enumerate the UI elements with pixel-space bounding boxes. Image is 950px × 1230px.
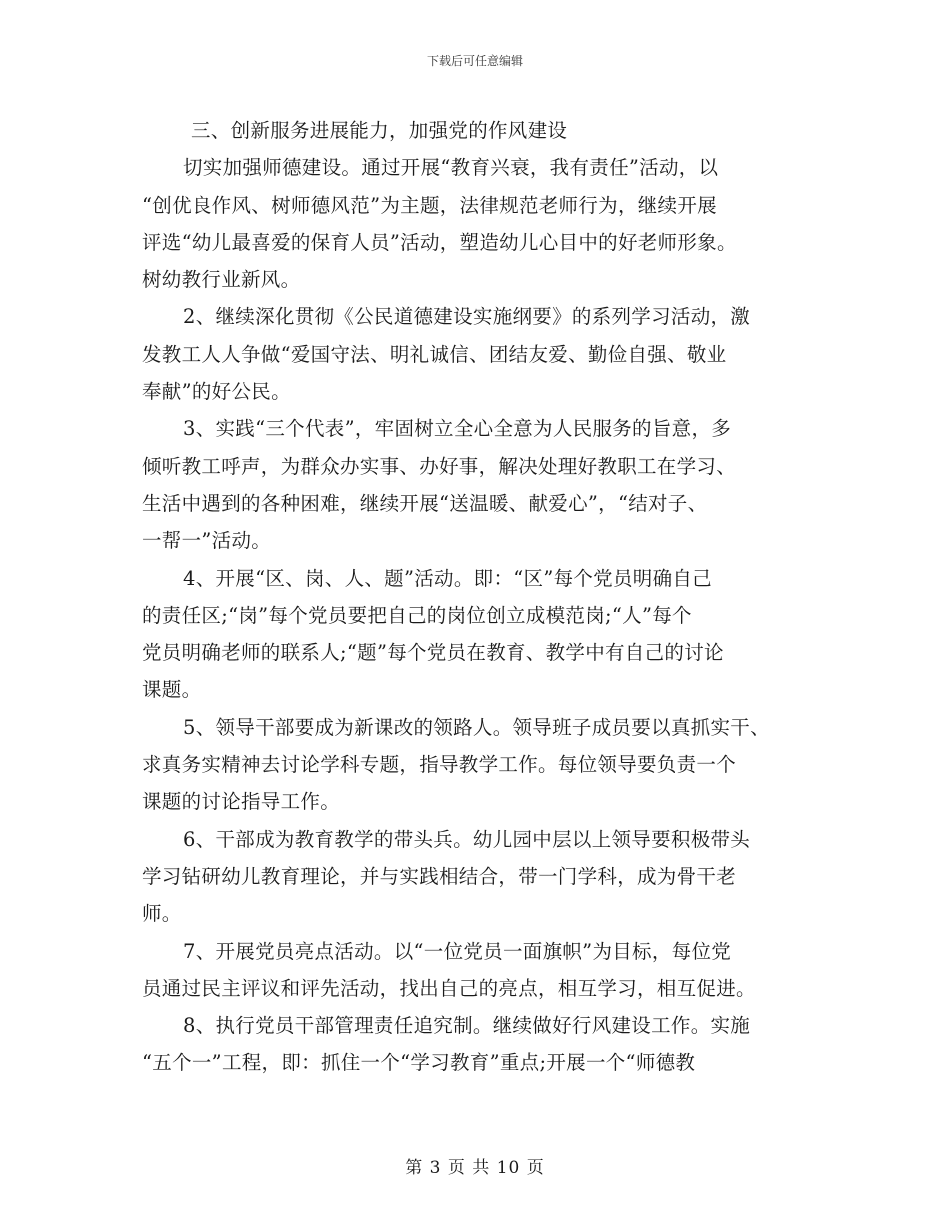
paragraph-line: 8、执行党员干部管理责任追究制。继续做好行风建设工作。实施 bbox=[183, 1014, 751, 1038]
paragraph-line: 4、开展“区、岗、人、题”活动。即：“区”每个党员明确自己 bbox=[183, 566, 712, 590]
paragraph-line: 课题。 bbox=[142, 678, 202, 702]
paragraph-line: 树幼教行业新风。 bbox=[142, 268, 301, 292]
paragraph-line: 切实加强师德建设。通过开展“教育兴衰，我有责任”活动，以 bbox=[183, 156, 719, 180]
paragraph-line: 倾听教工呼声，为群众办实事、办好事，解决处理好教职工在学习、 bbox=[142, 454, 737, 478]
paragraph-line: 5、领导干部要成为新课改的领路人。领导班子成员要以真抓实干、 bbox=[183, 715, 770, 739]
document-body bbox=[142, 112, 812, 1082]
page-number: 第 3 页 共 10 页 bbox=[405, 1158, 545, 1178]
paragraph-line: 求真务实精神去讨论学科专题，指导教学工作。每位领导要负责一个 bbox=[142, 753, 737, 777]
paragraph-line: 6、干部成为教育教学的带头兵。幼儿园中层以上领导要积极带头 bbox=[183, 827, 751, 851]
paragraph-line: “五个一”工程，即：抓住一个“学习教育”重点;开展一个“师德教 bbox=[142, 1051, 696, 1075]
paragraph-line: 课题的讨论指导工作。 bbox=[142, 790, 341, 814]
paragraph-line: 2、继续深化贯彻《公民道德建设实施纲要》的系列学习活动，激 bbox=[183, 305, 751, 329]
paragraph-line: 3、实践“三个代表”，牢固树立全心全意为人民服务的旨意，多 bbox=[183, 417, 732, 441]
paragraph-line: 师。 bbox=[142, 902, 182, 926]
page-header: 下载后可任意编辑 bbox=[426, 54, 523, 68]
paragraph-line: 党员明确老师的联系人;“题”每个党员在教育、教学中有自己的讨论 bbox=[142, 641, 724, 665]
paragraph-line: 7、开展党员亮点活动。以“一位党员一面旗帜”为目标，每位党 bbox=[183, 939, 732, 963]
paragraph-line: 发教工人人争做“爱国守法、明礼诚信、团结友爱、勤俭自强、敬业 bbox=[142, 342, 727, 366]
paragraph-line: “创优良作风、树师德风范”为主题，法律规范老师行为，继续开展 bbox=[142, 193, 717, 217]
section-heading: 三、创新服务进展能力，加强党的作风建设 bbox=[191, 119, 568, 142]
paragraph-line: 员通过民主评议和评先活动，找出自己的亮点，相互学习，相互促进。 bbox=[142, 976, 756, 1000]
paragraph-line: 一帮一”活动。 bbox=[142, 529, 272, 553]
paragraph-line: 生活中遇到的各种困难，继续开展“送温暖、献爱心”，“结对子、 bbox=[142, 491, 708, 515]
paragraph-line: 评选“幼儿最喜爱的保育人员”活动，塑造幼儿心目中的好老师形象。 bbox=[142, 230, 737, 254]
paragraph-line: 的责任区;“岗”每个党员要把自己的岗位创立成模范岗;“人”每个 bbox=[142, 603, 692, 627]
paragraph-line: 奉献”的好公民。 bbox=[142, 380, 291, 404]
paragraph-line: 学习钻研幼儿教育理论，并与实践相结合，带一门学科，成为骨干老 bbox=[142, 864, 737, 888]
